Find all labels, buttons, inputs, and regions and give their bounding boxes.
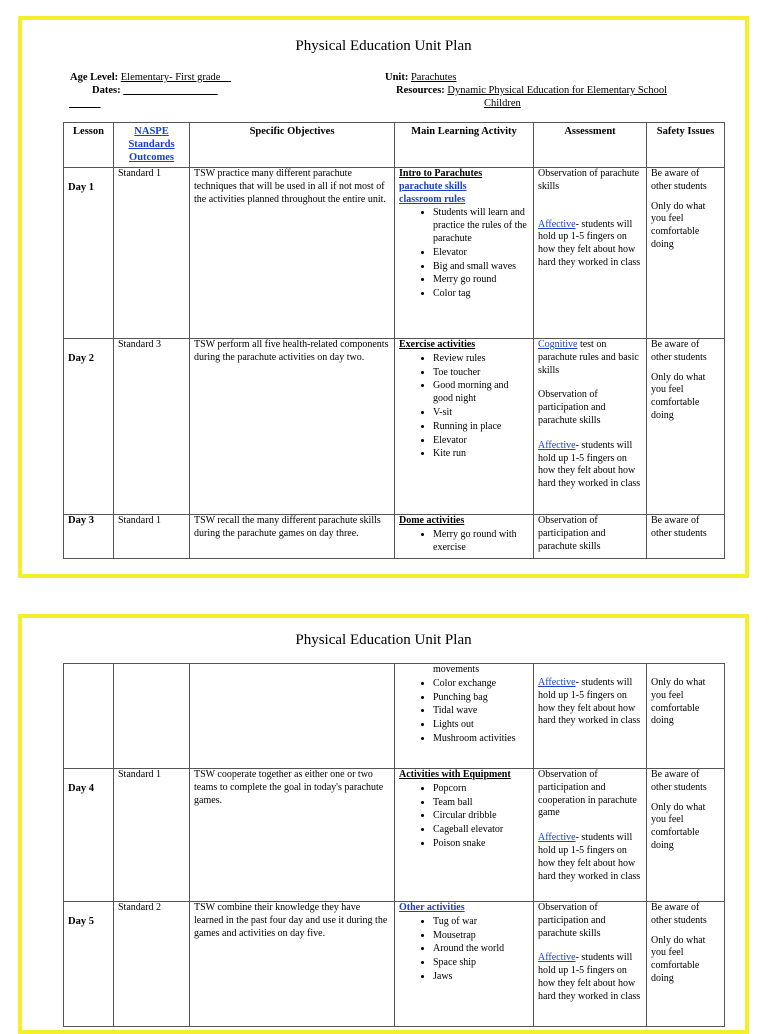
document-page-2 — [18, 614, 749, 1034]
activity-list — [399, 352, 529, 461]
list-item: • Merry go round with exercise — [433, 528, 529, 555]
assessment-cell — [534, 664, 647, 769]
activity-cell — [395, 769, 534, 902]
activity-title: Intro to Parachutes — [399, 168, 483, 179]
activity-title: Activities with Equipment — [399, 769, 511, 780]
objective-cell: TSW combine their knowledge they have learned in the past four day and use it during the games and activities on day five. — [190, 902, 395, 1027]
unit-plan-table — [63, 122, 725, 559]
list-item: • Good morning and good night — [433, 379, 529, 406]
safety-cell — [647, 168, 725, 339]
page-title: Physical Education Unit Plan — [295, 38, 472, 54]
list-item: • Elevator — [433, 434, 529, 448]
list-item: • Lights out — [433, 718, 529, 732]
safety-text: Be aware of other students — [651, 769, 707, 793]
objective-cell: TSW recall the many different parachute skills during the parachute games on day three. — [190, 515, 395, 559]
resources-value-line2: Children — [484, 98, 521, 109]
affective-link[interactable]: Affective — [538, 952, 576, 964]
unit-value: Parachutes — [410, 72, 457, 83]
list-item: • V-sit — [433, 406, 529, 420]
objective-cell: TSW cooperate together as either one or two teams to complete the goal in today's parachute games. — [190, 769, 395, 902]
activity-cell — [395, 664, 534, 769]
safety-text: Be aware of other students — [651, 168, 707, 192]
list-item: • Color exchange — [433, 677, 529, 691]
objective-cell: TSW practice many different parachute techniques that will be used in all if not most of the activities planned throughout the entire unit. — [190, 168, 395, 339]
age-level-label: Age Level: — [70, 72, 119, 83]
lesson-day: Day 4 — [64, 769, 114, 902]
affective-link[interactable]: Affective — [538, 832, 576, 844]
page-title: Physical Education Unit Plan — [295, 632, 472, 648]
safety-text: Only do what you feel comfortable doing — [651, 677, 706, 727]
list-item: • Around the world — [433, 942, 529, 956]
assessment-text: Affective- students will hold up 1-5 fingers on how they felt about how hard they worked in class — [538, 677, 641, 727]
assessment-text: Affective- students will hold up 1-5 fingers on how they felt about how hard they worked in class — [538, 832, 641, 882]
assessment-text: Affective- students will hold up 1-5 fingers on how they felt about how hard they worked in class — [538, 439, 641, 490]
table-row — [64, 339, 725, 515]
unit-field — [385, 71, 456, 84]
assessment-cell — [534, 168, 647, 339]
lesson-day: Day 5 — [64, 902, 114, 1027]
lesson-day: Day 2 — [64, 339, 114, 515]
activity-link[interactable]: parachute skills — [399, 180, 467, 192]
table-row — [64, 664, 725, 769]
table-row — [64, 515, 725, 559]
safety-text: Only do what you feel comfortable doing — [651, 371, 706, 421]
activity-title-link[interactable]: Other activities — [399, 902, 465, 913]
activity-list — [399, 677, 529, 746]
objective-cell: TSW perform all five health-related components during the parachute activities on day two. — [190, 339, 395, 515]
table-row — [64, 168, 725, 339]
activity-list — [399, 782, 529, 851]
list-item: • Elevator — [433, 246, 529, 260]
assessment-text: Observation of parachute skills — [538, 168, 640, 192]
lesson-day: Day 1 — [64, 168, 114, 339]
activity-list — [399, 206, 529, 301]
assessment-text: Cognitive test on parachute rules and basic skills — [538, 339, 639, 376]
list-item: • Merry go round — [433, 273, 529, 287]
header-objectives: Specific Objectives — [190, 123, 395, 168]
list-item: • Popcorn — [433, 782, 529, 796]
standard-cell: Standard 3 — [114, 339, 190, 515]
dates-underline — [69, 97, 101, 110]
list-item: • Kite run — [433, 447, 529, 461]
safety-cell — [647, 902, 725, 1027]
safety-text: Only do what you feel comfortable doing — [651, 801, 706, 851]
dates-label: Dates: — [92, 85, 121, 96]
table-row — [64, 769, 725, 902]
lesson-day: Day 3 — [64, 515, 114, 559]
activity-cell — [395, 168, 534, 339]
resources-label: Resources: — [396, 85, 445, 96]
table-row — [64, 902, 725, 1027]
list-item: • Circular dribble — [433, 809, 529, 823]
safety-cell — [647, 339, 725, 515]
standard-cell: Standard 2 — [114, 902, 190, 1027]
assessment-cell — [534, 902, 647, 1027]
list-item: • Review rules — [433, 352, 529, 366]
activity-cell — [395, 515, 534, 559]
list-item: • Color tag — [433, 287, 529, 301]
safety-text: Be aware of other students — [651, 339, 707, 363]
list-item: • Students will learn and practice the rules of the parachute — [433, 206, 529, 245]
list-item: • Team ball — [433, 796, 529, 810]
header-safety: Safety Issues — [647, 123, 725, 168]
age-level-value: Elementary- First grade — [120, 72, 221, 83]
list-item: • Mushroom activities — [433, 732, 529, 746]
assessment-text: Observation of participation and parachute skills — [538, 902, 606, 939]
affective-link[interactable]: Affective — [538, 218, 576, 230]
activity-cell — [395, 339, 534, 515]
activity-title: Exercise activities — [399, 339, 476, 350]
assessment-text: Affective- students will hold up 1-5 fingers on how they felt about how hard they worked in class — [538, 218, 641, 268]
list-item: • Jaws — [433, 970, 529, 984]
header-naspe[interactable]: NASPE Standards Outcomes — [114, 123, 190, 168]
list-item: • Space ship — [433, 956, 529, 970]
list-item: • Poison snake — [433, 837, 529, 851]
assessment-cell — [534, 769, 647, 902]
activity-list — [399, 528, 529, 555]
activity-list — [399, 915, 529, 984]
list-item: • Toe toucher — [433, 366, 529, 380]
list-item: • Running in place — [433, 420, 529, 434]
age-level-field — [70, 71, 231, 84]
affective-link[interactable]: Affective — [538, 439, 576, 451]
dates-field — [92, 84, 218, 97]
affective-link[interactable]: Affective — [538, 677, 576, 688]
resources-field — [396, 84, 667, 97]
list-item: movements — [433, 664, 480, 675]
unit-label: Unit: — [385, 72, 409, 83]
standard-cell: Standard 1 — [114, 168, 190, 339]
list-item: • Big and small waves — [433, 260, 529, 274]
unit-plan-table-continued — [63, 663, 725, 1027]
standard-cell: Standard 1 — [114, 769, 190, 902]
safety-cell — [647, 664, 725, 769]
activity-cell — [395, 902, 534, 1027]
header-assessment: Assessment — [534, 123, 647, 168]
list-item: • Punching bag — [433, 691, 529, 705]
list-item: • Tug of war — [433, 915, 529, 929]
list-item: • Tidal wave — [433, 704, 529, 718]
assessment-text: Observation of participation and parachute skills — [538, 389, 606, 426]
list-item: • Cageball elevator — [433, 823, 529, 837]
document-page-1 — [18, 16, 749, 578]
header-lesson: Lesson — [64, 123, 114, 168]
table-header-row — [64, 123, 725, 168]
assessment-cell: Observation of participation and parachute skills — [534, 515, 647, 559]
cognitive-link[interactable]: Cognitive — [538, 339, 578, 350]
activity-title: Dome activities — [399, 515, 465, 526]
safety-text: Only do what you feel comfortable doing — [651, 934, 706, 984]
safety-text: Be aware of other students — [651, 902, 707, 926]
safety-cell: Be aware of other students — [647, 515, 725, 559]
activity-link[interactable]: classroom rules — [399, 193, 466, 205]
header-activity: Main Learning Activity — [395, 123, 534, 168]
assessment-cell — [534, 339, 647, 515]
assessment-text: Affective- students will hold up 1-5 fingers on how they felt about how hard they worked in class — [538, 952, 641, 1002]
resources-value: Dynamic Physical Education for Elementary School — [447, 85, 667, 96]
assessment-text: Observation of participation and cooperation in parachute game — [538, 769, 637, 819]
safety-text: Only do what you feel comfortable doing — [651, 200, 706, 250]
safety-cell — [647, 769, 725, 902]
list-item: • Mousetrap — [433, 929, 529, 943]
standard-cell: Standard 1 — [114, 515, 190, 559]
